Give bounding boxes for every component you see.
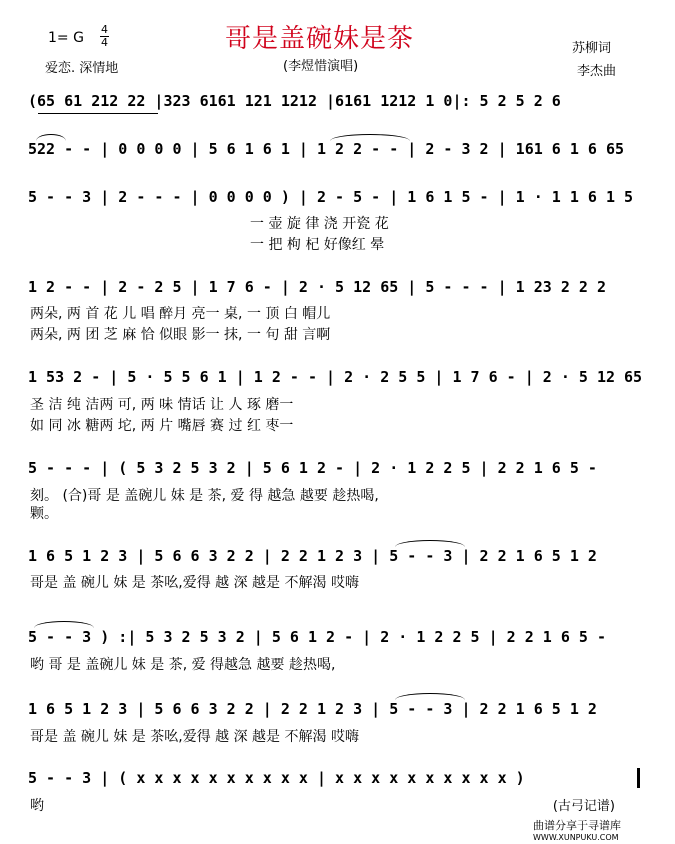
score-row-10: 5 - - 3 | ( x x x x x x x x x x | x x x x x x x x x x ) bbox=[28, 769, 525, 787]
footer-text: 曲谱分享于寻谱库 bbox=[533, 819, 621, 832]
time-signature-top: 4 bbox=[101, 23, 108, 36]
footer-url: WWW.XUNPUKU.COM bbox=[533, 833, 619, 842]
lyric-row-3-verse-2: 一 把 枸 杞 好像红 晕 bbox=[250, 237, 385, 253]
lyric-row-4-verse-2: 两朵, 两 团 芝 麻 恰 似眼 影一 抹, 一 句 甜 言啊 bbox=[30, 327, 331, 343]
score-row-7: 1 6 5 1 2 3 | 5 6 6 3 2 2 | 2 2 1 2 3 | 5 - - 3 | 2 2 1 6 5 1 2 bbox=[28, 547, 597, 565]
composer: 李杰曲 bbox=[577, 64, 617, 79]
lyric-row-6-verse-2: 颗。 bbox=[30, 506, 58, 522]
lyric-row-4-verse-1: 两朵, 两 首 花 儿 唱 醉月 亮一 桌, 一 顶 白 帽儿 bbox=[30, 306, 331, 322]
slur bbox=[330, 134, 410, 141]
lyric-row-5-verse-2: 如 同 冰 糖两 坨, 两 片 嘴唇 赛 过 红 枣一 bbox=[30, 418, 294, 434]
score-row-4: 1 2 - - | 2 - 2 5 | 1 7 6 - | 2 · 5 12 65 | 5 - - - | 1 23 2 2 2 bbox=[28, 278, 606, 296]
transcriber-credit: (古弓记谱) bbox=[552, 799, 615, 814]
time-signature-bottom: 4 bbox=[101, 36, 108, 49]
score-row-9: 1 6 5 1 2 3 | 5 6 6 3 2 2 | 2 2 1 2 3 | 5 - - 3 | 2 2 1 6 5 1 2 bbox=[28, 700, 597, 718]
lyric-row-9: 哥是 盖 碗儿 妹 是 茶吆,爱得 越 深 越是 不解渴 哎嗨 bbox=[30, 729, 359, 745]
slur bbox=[395, 693, 465, 700]
singer: (李煜惜演唱) bbox=[283, 59, 359, 74]
score-row-3: 5 - - 3 | 2 - - - | 0 0 0 0 ) | 2 - 5 - | 1 6 1 5 - | 1 · 1 1 6 1 5 bbox=[28, 188, 634, 206]
lyric-row-6-verse-1: 刻。 (合)哥 是 盖碗儿 妹 是 茶, 爱 得 越急 越要 趁热喝, bbox=[30, 488, 379, 504]
song-title: 哥是盖碗妹是茶 bbox=[225, 24, 415, 54]
score-row-2: 522 - - | 0 0 0 0 | 5 6 1 6 1 | 1 2 2 - - | 2 - 3 2 | 161 6 1 6 65 bbox=[28, 140, 625, 158]
score-row-8: 5 - - 3 ) :| 5 3 2 5 3 2 | 5 6 1 2 - | 2 · 1 2 2 5 | 2 2 1 6 5 - bbox=[28, 628, 606, 646]
performance-style: 爱恋. 深情地 bbox=[45, 61, 119, 76]
slur bbox=[36, 134, 66, 141]
lyric-row-10: 哟 bbox=[30, 798, 44, 814]
lyric-row-7: 哥是 盖 碗儿 妹 是 茶吆,爱得 越 深 越是 不解渴 哎嗨 bbox=[30, 575, 359, 591]
score-row-1: (65 61 212 22 |323 6161 121 1212 |6161 1212 1 0|: 5 2 5 2 6 bbox=[28, 92, 561, 110]
lyric-row-8: 哟 哥 是 盖碗儿 妹 是 茶, 爱 得越急 越要 趁热喝, bbox=[30, 657, 336, 673]
score-row-6: 5 - - - | ( 5 3 2 5 3 2 | 5 6 1 2 - | 2 · 1 2 2 5 | 2 2 1 6 5 - bbox=[28, 459, 597, 477]
time-signature bbox=[100, 25, 109, 48]
lyric-row-5-verse-1: 圣 洁 纯 洁两 可, 两 味 情话 让 人 琢 磨一 bbox=[30, 397, 294, 413]
beam-line bbox=[38, 113, 158, 114]
key-signature: 1= G bbox=[48, 30, 84, 46]
lyricist: 苏柳词 bbox=[572, 41, 612, 56]
slur bbox=[395, 540, 465, 547]
footer-watermark bbox=[533, 817, 621, 842]
score-row-5: 1 53 2 - | 5 · 5 5 6 1 | 1 2 - - | 2 · 2 5 5 | 1 7 6 - | 2 · 5 12 65 bbox=[28, 368, 643, 386]
lyric-row-3-verse-1: 一 壶 旋 律 浇 开瓷 花 bbox=[250, 216, 389, 232]
final-barline bbox=[637, 768, 640, 788]
slur bbox=[34, 621, 94, 628]
